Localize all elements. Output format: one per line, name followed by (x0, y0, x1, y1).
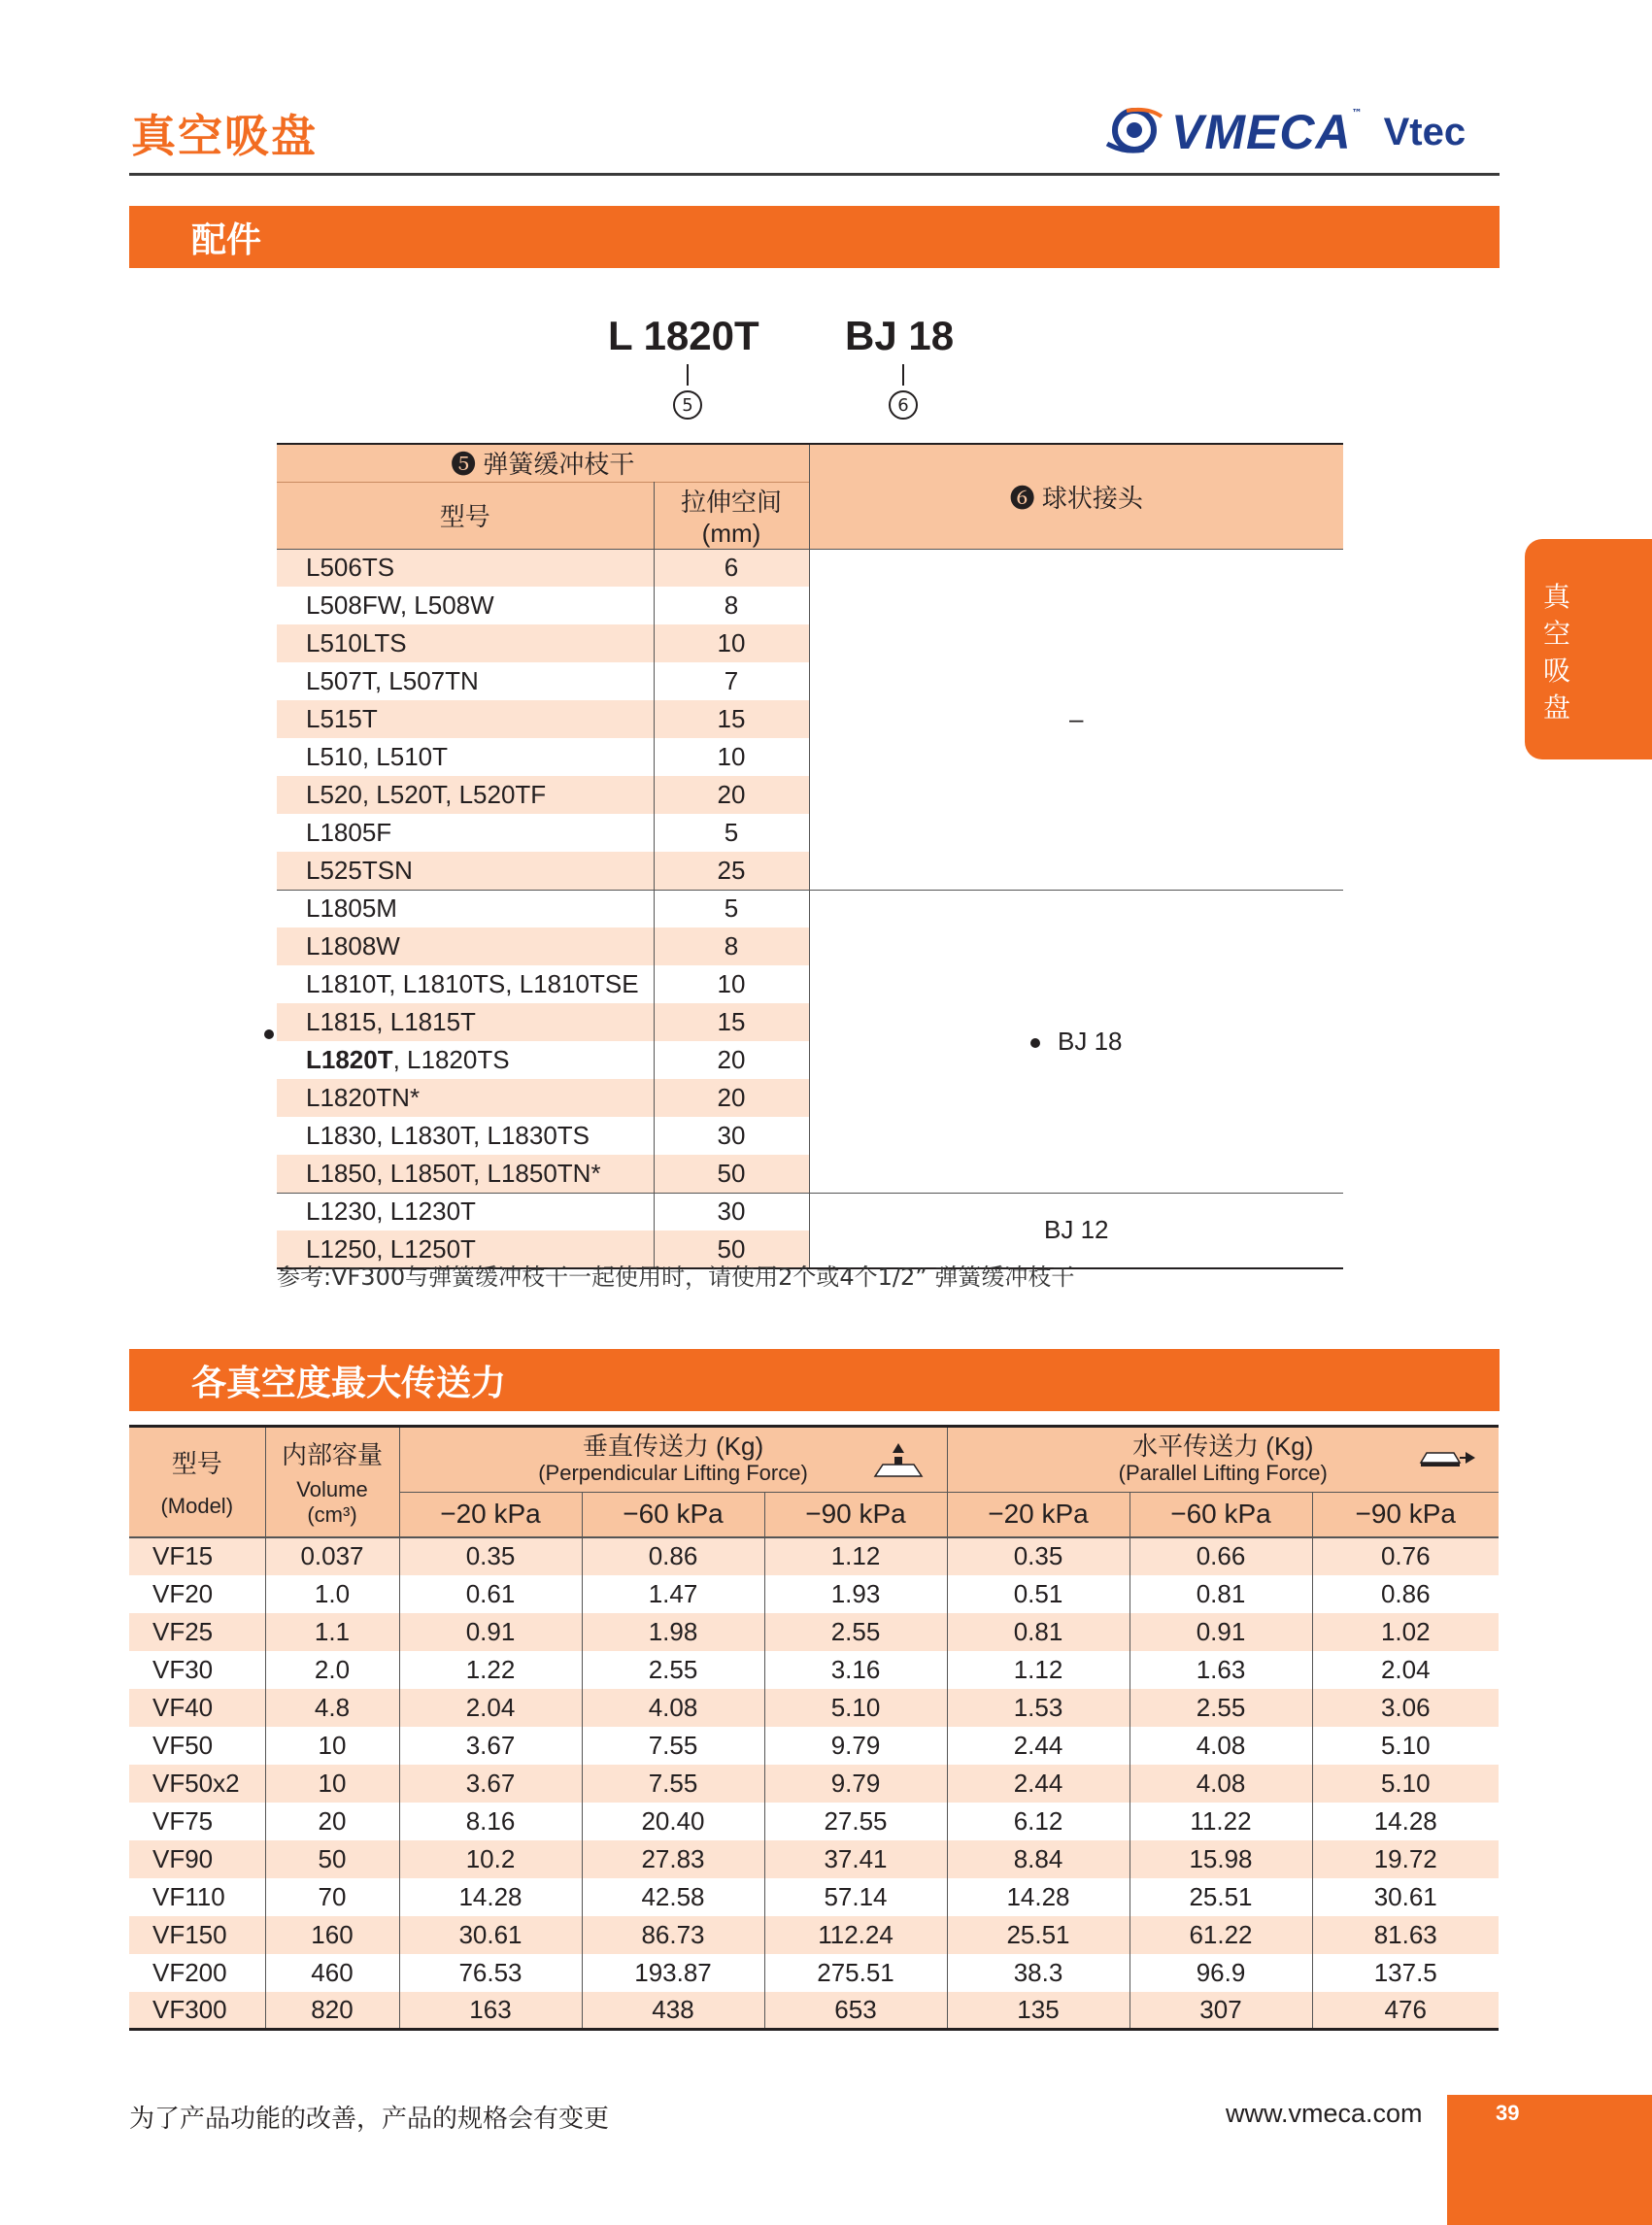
selected-model: L1820T (306, 1045, 393, 1074)
spring-stem-table (277, 443, 1343, 1269)
table-cell-stroke: 20 (654, 1079, 809, 1117)
order-code-stem: L 1820T (608, 313, 759, 358)
table-cell-model: L1850, L1850T, L1850TN* (277, 1155, 654, 1193)
side-tab-label: 真空吸盘 (1542, 581, 1570, 724)
table-cell-stroke: 20 (654, 776, 809, 814)
table-cell-force: 11.22 (1129, 1803, 1312, 1840)
table-cell-volume: 10 (265, 1765, 399, 1803)
table-cell-stroke: 25 (654, 852, 809, 890)
lifting-force-rows (129, 1537, 1499, 2030)
table-cell-force: 653 (764, 1992, 947, 2030)
logo-tm: ™ (1351, 107, 1363, 119)
table-cell-force: 27.55 (764, 1803, 947, 1840)
table-cell-model: VF110 (129, 1878, 265, 1916)
col-model (129, 1427, 265, 1537)
table-cell-force: 0.91 (1129, 1613, 1312, 1651)
table-cell-force: 76.53 (399, 1954, 582, 1992)
table-cell-force: 0.66 (1129, 1537, 1312, 1575)
table-cell-stroke: 5 (654, 890, 809, 927)
table-cell-force: 3.67 (399, 1727, 582, 1765)
col-model-label-en: (Model) (160, 1494, 234, 1519)
col-pressure: −60 kPa (1129, 1493, 1312, 1537)
table-cell-model: L1808W (277, 927, 654, 965)
table-cell-model: VF90 (129, 1840, 265, 1878)
table-cell-force: 1.53 (947, 1689, 1129, 1727)
table-row (129, 1803, 1499, 1840)
table-cell-stroke: 30 (654, 1193, 809, 1230)
table-cell-stroke: 50 (654, 1155, 809, 1193)
table-cell-force: 2.55 (582, 1651, 764, 1689)
col-stroke: 拉伸空间(mm) (654, 482, 809, 549)
table-cell-force: 0.81 (947, 1613, 1129, 1651)
table-cell-force: 81.63 (1312, 1916, 1499, 1954)
table-cell-volume: 160 (265, 1916, 399, 1954)
para-label-en: (Parallel Lifting Force) (1118, 1461, 1328, 1485)
table-cell-force: 4.08 (582, 1689, 764, 1727)
table-cell-volume: 70 (265, 1878, 399, 1916)
table-cell-force: 14.28 (947, 1878, 1129, 1916)
table-row (129, 1916, 1499, 1954)
table-cell-force: 0.91 (399, 1613, 582, 1651)
table-cell-volume: 2.0 (265, 1651, 399, 1689)
table-cell-force: 2.04 (1312, 1651, 1499, 1689)
table-cell-force: 438 (582, 1992, 764, 2030)
table-cell-force: 1.63 (1129, 1651, 1312, 1689)
table-cell-force: 61.22 (1129, 1916, 1312, 1954)
table-cell-force: 42.58 (582, 1878, 764, 1916)
col-pressure: −20 kPa (399, 1493, 582, 1537)
table-cell-model: L1805M (277, 890, 654, 927)
table-cell-stroke: 20 (654, 1041, 809, 1079)
bullet-icon (1030, 1038, 1040, 1048)
table-cell-force: 1.98 (582, 1613, 764, 1651)
table-cell-force: 9.79 (764, 1765, 947, 1803)
table-row (129, 1878, 1499, 1916)
table-row (129, 1537, 1499, 1575)
callout-number: 5 (673, 390, 702, 420)
footer-disclaimer: 为了产品功能的改善，产品的规格会有变更 (129, 2105, 610, 2134)
table-row (129, 1689, 1499, 1727)
table-cell-volume: 820 (265, 1992, 399, 2030)
table-cell-force: 10.2 (399, 1840, 582, 1878)
table-cell-force: 20.40 (582, 1803, 764, 1840)
col-model: 型号 (277, 482, 654, 549)
table-row (129, 1727, 1499, 1765)
table-cell-stroke: 10 (654, 738, 809, 776)
table-cell-model: L1820TN* (277, 1079, 654, 1117)
table-cell-model: VF150 (129, 1916, 265, 1954)
table-cell-force: 4.08 (1129, 1727, 1312, 1765)
table-cell-force: 5.10 (1312, 1727, 1499, 1765)
table-cell-force: 30.61 (399, 1916, 582, 1954)
col-pressure: −90 kPa (764, 1493, 947, 1537)
table-row (129, 1992, 1499, 2030)
table-cell-force: 0.86 (582, 1537, 764, 1575)
table-row (129, 1840, 1499, 1878)
table-cell-force: 5.10 (1312, 1765, 1499, 1803)
page-number: 39 (1496, 2101, 1520, 2125)
table-cell-stroke: 7 (654, 662, 809, 700)
table-cell-model: L506TS (277, 549, 654, 587)
table-cell-force: 1.12 (764, 1537, 947, 1575)
ball-joint-value: BJ 12 (809, 1193, 1343, 1268)
table-cell-force: 0.81 (1129, 1575, 1312, 1613)
table-cell-force: 27.83 (582, 1840, 764, 1878)
table-cell-force: 0.51 (947, 1575, 1129, 1613)
table-cell-force: 8.84 (947, 1840, 1129, 1878)
parallel-lift-icon (1417, 1441, 1477, 1475)
table-cell-volume: 0.037 (265, 1537, 399, 1575)
order-code-ball: BJ 18 (845, 313, 955, 358)
table-row (129, 1954, 1499, 1992)
table-cell-force: 2.55 (1129, 1689, 1312, 1727)
col-volume-unit: (cm³) (307, 1502, 357, 1528)
table-cell-model: L515T (277, 700, 654, 738)
table-cell-force: 9.79 (764, 1727, 947, 1765)
table-cell-stroke: 50 (654, 1230, 809, 1268)
table-cell-stroke: 15 (654, 1003, 809, 1041)
table-cell-volume: 1.0 (265, 1575, 399, 1613)
table-cell-model: VF25 (129, 1613, 265, 1651)
table-cell-force: 2.55 (764, 1613, 947, 1651)
table-cell-model: L510, L510T (277, 738, 654, 776)
table-cell-volume: 20 (265, 1803, 399, 1840)
table-cell-model: VF200 (129, 1954, 265, 1992)
logo-text: VMECA (1171, 105, 1352, 159)
col-pressure: −20 kPa (947, 1493, 1129, 1537)
table-cell-force: 163 (399, 1992, 582, 2030)
table-cell-force: 38.3 (947, 1954, 1129, 1992)
table-cell-stroke: 30 (654, 1117, 809, 1155)
table-cell-force: 57.14 (764, 1878, 947, 1916)
table-cell-model: L1815, L1815T (277, 1003, 654, 1041)
table-cell-model: L1250, L1250T (277, 1230, 654, 1268)
table-cell-force: 137.5 (1312, 1954, 1499, 1992)
table-cell-stroke: 10 (654, 624, 809, 662)
table-cell-force: 476 (1312, 1992, 1499, 2030)
page-number-box (1447, 2095, 1652, 2225)
table-cell-force: 7.55 (582, 1727, 764, 1765)
table-cell-force: 0.35 (399, 1537, 582, 1575)
logo-vtec: Vtec (1383, 110, 1467, 153)
table-cell-model: VF40 (129, 1689, 265, 1727)
col-model-label: 型号 (171, 1449, 222, 1479)
perpendicular-lift-icon (871, 1441, 926, 1485)
table-cell-model: VF300 (129, 1992, 265, 2030)
ball-joint-cell (809, 890, 1343, 1193)
table-cell-force: 0.76 (1312, 1537, 1499, 1575)
col-pressure: −90 kPa (1312, 1493, 1499, 1537)
table-cell-model: VF50 (129, 1727, 265, 1765)
code-leader-line (902, 364, 904, 386)
table-cell-model: L525TSN (277, 852, 654, 890)
col-ball-joint: ❻ 球状接头 (809, 444, 1343, 549)
table-cell-force: 30.61 (1312, 1878, 1499, 1916)
col-pressure: −60 kPa (582, 1493, 764, 1537)
table-cell-model: L520, L520T, L520TF (277, 776, 654, 814)
table-cell-force: 0.35 (947, 1537, 1129, 1575)
table-cell-force: 7.55 (582, 1765, 764, 1803)
table-cell-force: 86.73 (582, 1916, 764, 1954)
table-cell-force: 1.47 (582, 1575, 764, 1613)
table-cell-volume: 10 (265, 1727, 399, 1765)
brand-logo (1105, 97, 1466, 167)
table-cell-model: L1805F (277, 814, 654, 852)
table-cell-force: 2.04 (399, 1689, 582, 1727)
table-cell-stroke: 5 (654, 814, 809, 852)
table-cell-model: L1810T, L1810TS, L1810TSE (277, 965, 654, 1003)
table-cell-stroke: 10 (654, 965, 809, 1003)
table-cell-model: VF15 (129, 1537, 265, 1575)
col-volume (265, 1427, 399, 1537)
table-cell-force: 0.86 (1312, 1575, 1499, 1613)
table-cell-model: VF50x2 (129, 1765, 265, 1803)
para-label: 水平传送力 (Kg) (1132, 1432, 1314, 1461)
table-cell-force: 3.16 (764, 1651, 947, 1689)
vmeca-swirl-icon (1105, 105, 1165, 159)
table-cell-force: 96.9 (1129, 1954, 1312, 1992)
ball-joint-value: – (1069, 704, 1084, 733)
table-cell-stroke: 6 (654, 549, 809, 587)
table-cell-force: 1.12 (947, 1651, 1129, 1689)
table-cell-force: 19.72 (1312, 1840, 1499, 1878)
footer-url-link[interactable]: www.vmeca.com (1226, 2099, 1423, 2128)
section-banner-accessories: 配件 (129, 206, 1500, 268)
table-cell-force: 275.51 (764, 1954, 947, 1992)
table-cell-stroke: 8 (654, 587, 809, 624)
col-group-parallel (947, 1427, 1499, 1493)
page-title: 真空吸盘 (131, 110, 318, 162)
col-group-perpendicular (399, 1427, 947, 1493)
ball-joint-value: BJ 18 (1058, 1026, 1123, 1056)
table-cell-stroke: 8 (654, 927, 809, 965)
reference-note: 参考:VF300与弹簧缓冲枝干一起使用时，请使用2个或4个1/2” 弹簧缓冲枝干 (277, 1264, 1075, 1291)
table-cell-model: L507T, L507TN (277, 662, 654, 700)
table-cell-force: 25.51 (1129, 1878, 1312, 1916)
table-cell-force: 3.06 (1312, 1689, 1499, 1727)
table-cell-volume: 1.1 (265, 1613, 399, 1651)
table-cell-model: L1830, L1830T, L1830TS (277, 1117, 654, 1155)
table-row (129, 1651, 1499, 1689)
model-rest: , L1820TS (392, 1045, 510, 1074)
table-cell-model: L510LTS (277, 624, 654, 662)
table-cell-force: 1.93 (764, 1575, 947, 1613)
table-cell-volume: 4.8 (265, 1689, 399, 1727)
perp-label: 垂直传送力 (Kg) (582, 1432, 764, 1461)
table-cell-force: 135 (947, 1992, 1129, 2030)
table-cell-volume: 50 (265, 1840, 399, 1878)
table-cell-force: 1.22 (399, 1651, 582, 1689)
table-cell-force: 15.98 (1129, 1840, 1312, 1878)
table-cell-force: 25.51 (947, 1916, 1129, 1954)
col-volume-label-en: Volume (296, 1477, 368, 1502)
table-cell-force: 2.44 (947, 1727, 1129, 1765)
table-cell-force: 2.44 (947, 1765, 1129, 1803)
table-cell-force: 307 (1129, 1992, 1312, 2030)
table-cell-stroke: 15 (654, 700, 809, 738)
table-row (129, 1575, 1499, 1613)
table-cell-model: VF30 (129, 1651, 265, 1689)
table-cell-force: 193.87 (582, 1954, 764, 1992)
table-cell-force: 0.61 (399, 1575, 582, 1613)
table-row (129, 1613, 1499, 1651)
table-cell-force: 14.28 (399, 1878, 582, 1916)
table-cell-force: 4.08 (1129, 1765, 1312, 1803)
table-cell-model: L1230, L1230T (277, 1193, 654, 1230)
table-cell-model-selected (277, 1041, 654, 1079)
table-cell-force: 14.28 (1312, 1803, 1499, 1840)
table-cell-force: 6.12 (947, 1803, 1129, 1840)
col-group-spring-stem: ❺ 弹簧缓冲枝干 (277, 444, 809, 482)
table-cell-force: 37.41 (764, 1840, 947, 1878)
table-cell-volume: 460 (265, 1954, 399, 1992)
header-divider (129, 173, 1500, 176)
table-cell-model: VF20 (129, 1575, 265, 1613)
table-row (129, 1765, 1499, 1803)
code-leader-line (687, 364, 689, 386)
table-cell-force: 112.24 (764, 1916, 947, 1954)
table-cell-force: 5.10 (764, 1689, 947, 1727)
table-cell-force: 1.02 (1312, 1613, 1499, 1651)
table-cell-model: VF75 (129, 1803, 265, 1840)
table-cell-force: 3.67 (399, 1765, 582, 1803)
section-banner-lifting-force: 各真空度最大传送力 (129, 1349, 1500, 1411)
lifting-force-table (129, 1425, 1499, 2031)
selected-row-bullet-icon (264, 1029, 274, 1039)
table-cell-model: L508FW, L508W (277, 587, 654, 624)
col-volume-label: 内部容量 (281, 1440, 383, 1470)
callout-number: 6 (889, 390, 918, 420)
perp-label-en: (Perpendicular Lifting Force) (538, 1461, 808, 1485)
table-cell-force: 8.16 (399, 1803, 582, 1840)
